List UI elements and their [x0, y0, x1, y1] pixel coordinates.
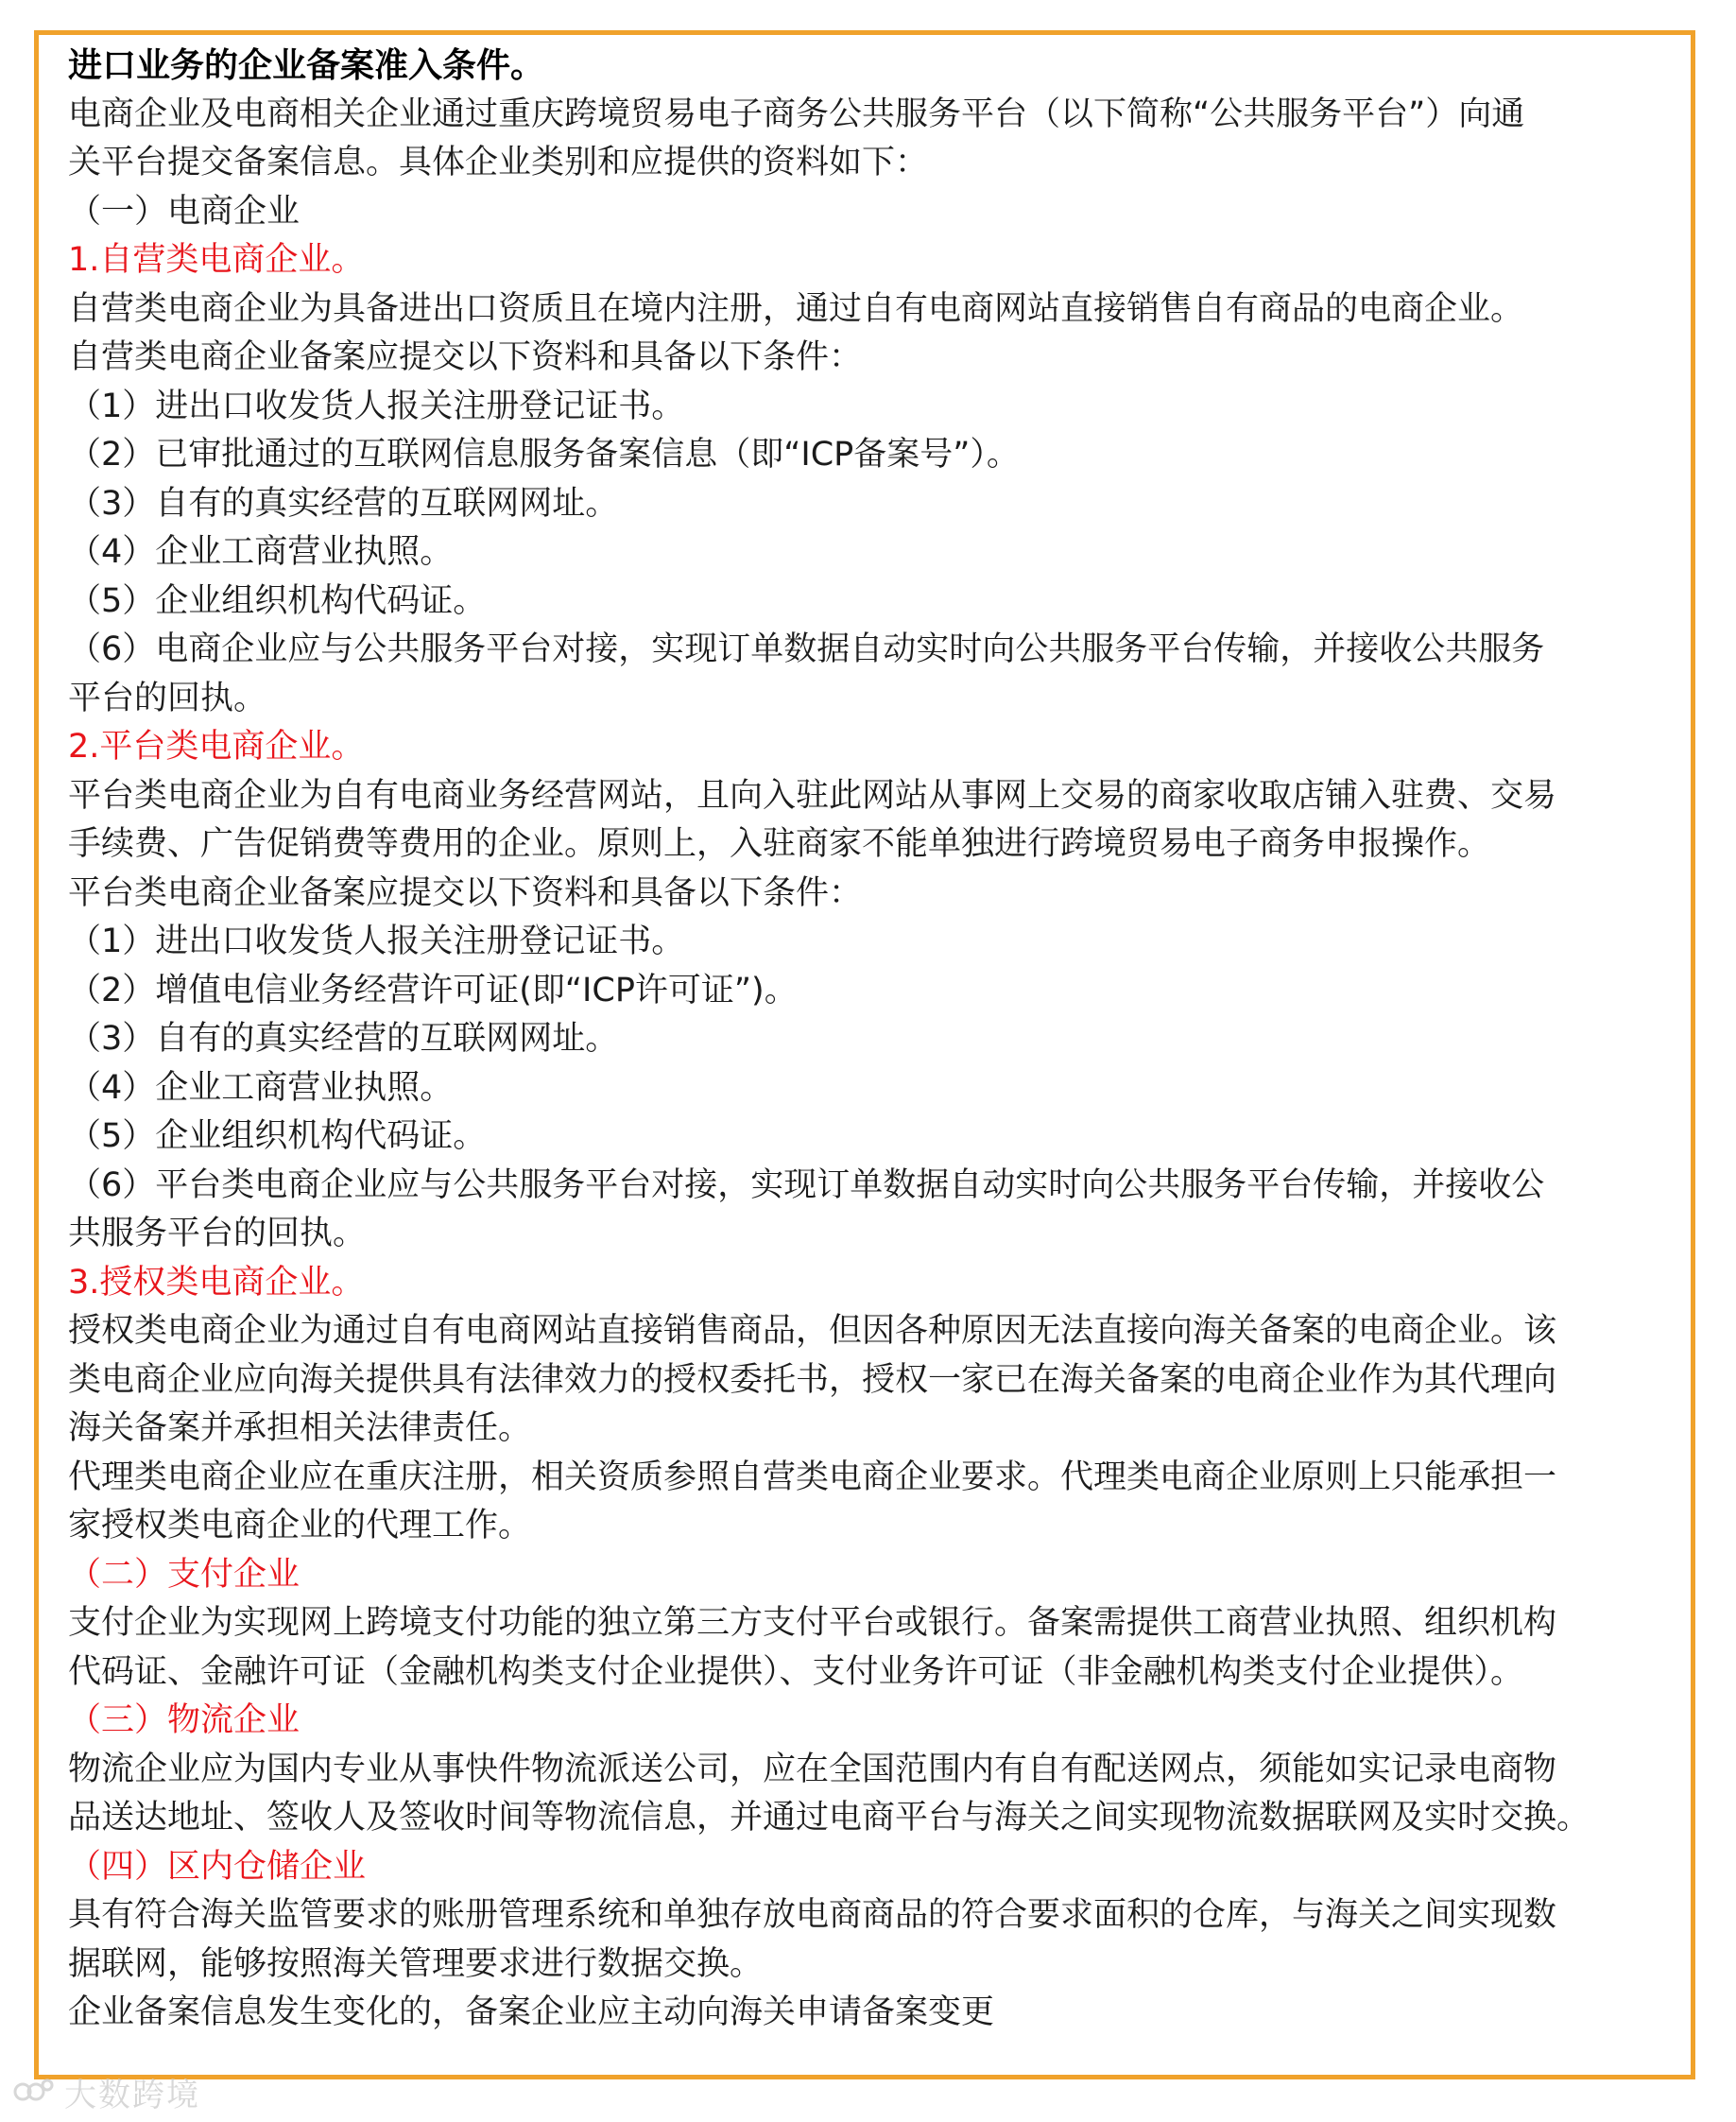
body-line: 代理类电商企业应在重庆注册，相关资质参照自营类电商企业要求。代理类电商企业原则上只能承担一 — [68, 1458, 1557, 1496]
body-line: 授权类电商企业为通过自有电商网站直接销售商品，但因各种原因无法直接向海关备案的电商企业。该 — [68, 1312, 1557, 1350]
body-line: 具有符合海关监管要求的账册管理系统和单独存放电商商品的符合要求面积的仓库，与海关之间实现数 — [68, 1896, 1557, 1934]
body-line: 电商企业及电商相关企业通过重庆跨境贸易电子商务公共服务平台（以下简称“公共服务平台”）向通 — [68, 95, 1525, 133]
section-heading: （三）物流企业 — [68, 1701, 301, 1739]
body-line: 类电商企业应向海关提供具有法律效力的授权委托书，授权一家已在海关备案的电商企业作为其代理向 — [68, 1360, 1557, 1399]
body-line: （6）电商企业应与公共服务平台对接，实现订单数据自动实时向公共服务平台传输，并接收公共服务 — [68, 630, 1545, 668]
body-line: 共服务平台的回执。 — [68, 1215, 367, 1252]
section-heading: 2.平台类电商企业。 — [68, 728, 365, 766]
body-line: （6）平台类电商企业应与公共服务平台对接，实现订单数据自动实时向公共服务平台传输，并接收公 — [68, 1165, 1545, 1204]
watermark-text: 大数跨境 — [64, 2076, 200, 2114]
body-line: （3）自有的真实经营的互联网网址。 — [68, 484, 619, 523]
body-line: （2）已审批通过的互联网信息服务备案信息（即“ICP备案号”）。 — [68, 436, 1020, 474]
body-line: （一）电商企业 — [68, 192, 301, 231]
body-line: 支付企业为实现网上跨境支付功能的独立第三方支付平台或银行。备案需提供工商营业执照、组织机构 — [68, 1604, 1557, 1642]
body-line: 平台类电商企业备案应提交以下资料和具备以下条件： — [68, 873, 863, 912]
body-line: 企业备案信息发生变化的，备案企业应主动向海关申请备案变更 — [68, 1993, 995, 2031]
body-line: 据联网，能够按照海关管理要求进行数据交换。 — [68, 1944, 764, 1983]
body-line: （5）企业组织机构代码证。 — [68, 581, 487, 620]
document-content — [68, 42, 1675, 2038]
body-line: 手续费、广告促销费等费用的企业。原则上，入驻商家不能单独进行跨境贸易电子商务申报操作。 — [68, 825, 1491, 863]
body-line: 物流企业应为国内专业从事快件物流派送公司，应在全国范围内有自有配送网点，须能如实记录电商物 — [68, 1750, 1557, 1788]
section-heading: 3.授权类电商企业。 — [68, 1263, 365, 1302]
body-line: （1）进出口收发货人报关注册登记证书。 — [68, 387, 685, 425]
section-heading: （四）区内仓储企业 — [68, 1847, 367, 1886]
section-heading: （二）支付企业 — [68, 1555, 301, 1594]
body-line: 代码证、金融许可证（金融机构类支付企业提供）、支付业务许可证（非金融机构类支付企业提供）。 — [68, 1652, 1524, 1691]
watermark-logo-icon — [13, 2076, 55, 2108]
section-heading: 1.自营类电商企业。 — [68, 241, 365, 279]
body-line: （4）企业工商营业执照。 — [68, 533, 454, 571]
watermark — [13, 2068, 200, 2115]
body-line: 品送达地址、签收人及签收时间等物流信息，并通过电商平台与海关之间实现物流数据联网及实时交换。 — [68, 1799, 1590, 1837]
body-line: （5）企业组织机构代码证。 — [68, 1117, 487, 1155]
document-title: 进口业务的企业备案准入条件。 — [68, 46, 545, 85]
body-line: （3）自有的真实经营的互联网网址。 — [68, 1020, 619, 1058]
body-line: 自营类电商企业备案应提交以下资料和具备以下条件： — [68, 338, 863, 376]
body-line: 海关备案并承担相关法律责任。 — [68, 1409, 532, 1447]
body-line: 平台的回执。 — [68, 679, 267, 717]
body-line: （4）企业工商营业执照。 — [68, 1068, 454, 1107]
body-line: 家授权类电商企业的代理工作。 — [68, 1507, 532, 1544]
body-line: （1）进出口收发货人报关注册登记证书。 — [68, 923, 685, 960]
body-line: 平台类电商企业为自有电商业务经营网站，且向入驻此网站从事网上交易的商家收取店铺入驻费、交易 — [68, 776, 1557, 815]
body-line: 自营类电商企业为具备进出口资质且在境内注册，通过自有电商网站直接销售自有商品的电商企业。 — [68, 289, 1524, 328]
body-line: 关平台提交备案信息。具体企业类别和应提供的资料如下： — [68, 144, 929, 181]
body-line: （2）增值电信业务经营许可证(即“ICP许可证”)。 — [68, 971, 798, 1009]
